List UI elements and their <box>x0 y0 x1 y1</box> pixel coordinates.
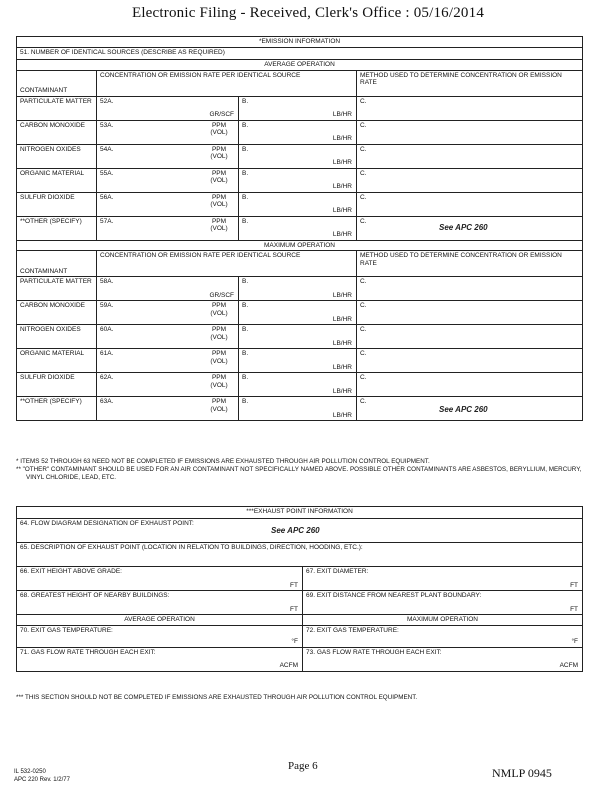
rate-field[interactable]: B. LB/HR <box>239 120 357 144</box>
q68-field[interactable]: 68. GREATEST HEIGHT OF NEARBY BUILDINGS: FT <box>17 591 303 615</box>
conc-field[interactable]: 60A. PPM (VOL) <box>97 325 239 349</box>
max-row-carbon-monoxide <box>17 301 583 325</box>
conc-header: CONCENTRATION OR EMISSION RATE PER IDENTICAL SOURCE <box>97 251 357 277</box>
method-field[interactable]: C. <box>357 120 583 144</box>
contaminant-name: NITROGEN OXIDES <box>17 144 97 168</box>
contaminant-name: SULFUR DIOXIDE <box>17 192 97 216</box>
see-apc-note: See APC 260 <box>439 405 488 414</box>
method-field[interactable]: C. <box>357 349 583 373</box>
method-field[interactable]: C. <box>357 192 583 216</box>
average-operation-header: AVERAGE OPERATION <box>17 615 303 626</box>
q72-field[interactable]: 72. EXIT GAS TEMPERATURE: °F <box>303 625 583 647</box>
method-field[interactable]: C. See APC 260 <box>357 216 583 240</box>
conc-field[interactable]: 52A. GR/SCF <box>97 96 239 120</box>
conc-field[interactable]: 63A. PPM (VOL) <box>97 397 239 421</box>
contaminant-header: CONTAMINANT <box>17 251 97 277</box>
rate-field[interactable]: B. LB/HR <box>239 325 357 349</box>
exhaust-title: ***EXHAUST POINT INFORMATION <box>17 507 583 519</box>
conc-field[interactable]: 56A. PPM (VOL) <box>97 192 239 216</box>
avg-row-carbon-monoxide <box>17 120 583 144</box>
method-field[interactable]: C. <box>357 325 583 349</box>
rate-field[interactable]: B. LB/HR <box>239 144 357 168</box>
method-header: METHOD USED TO DETERMINE CONCENTRATION OR EMISSION RATE <box>357 251 583 277</box>
method-field[interactable]: C. <box>357 96 583 120</box>
maximum-title: MAXIMUM OPERATION <box>17 240 583 251</box>
conc-field[interactable]: 59A. PPM (VOL) <box>97 301 239 325</box>
maximum-operation-header: MAXIMUM OPERATION <box>303 615 583 626</box>
form-revision: APC 220 Rev. 1/2/77 <box>14 777 70 783</box>
contaminant-name: **OTHER (SPECIFY) <box>17 216 97 240</box>
note-other-contaminant: ** "OTHER" CONTAMINANT SHOULD BE USED FOR AN AIR CONTAMINANT NOT SPECIFICALLY NAMED ABOVE. POSSIBLE OTHER CONTAMINANTS ARE ASBESTOS, BERYLLIUM, MERCURY, VINYL CHLORIDE, LEAD, ETC. <box>16 466 582 481</box>
exhaust-footnote: *** THIS SECTION SHOULD NOT BE COMPLETED IF EMISSIONS ARE EXHAUSTED THROUGH AIR POLLUTION CONTROL EQUIPMENT. <box>16 694 418 701</box>
contaminant-name: NITROGEN OXIDES <box>17 325 97 349</box>
conc-field[interactable]: 57A. PPM (VOL) <box>97 216 239 240</box>
q71-field[interactable]: 71. GAS FLOW RATE THROUGH EACH EXIT: ACFM <box>17 647 303 671</box>
conc-field[interactable]: 54A. PPM (VOL) <box>97 144 239 168</box>
contaminant-header: CONTAMINANT <box>17 70 97 96</box>
contaminant-name: **OTHER (SPECIFY) <box>17 397 97 421</box>
contaminant-name: SULFUR DIOXIDE <box>17 373 97 397</box>
contaminant-name: ORGANIC MATERIAL <box>17 349 97 373</box>
conc-field[interactable]: 58A. GR/SCF <box>97 277 239 301</box>
method-field[interactable]: C. <box>357 301 583 325</box>
avg-row-other <box>17 216 583 240</box>
avg-row-organic-material <box>17 168 583 192</box>
q64-field[interactable]: 64. FLOW DIAGRAM DESIGNATION OF EXHAUST POINT: See APC 260 <box>17 519 583 543</box>
method-field[interactable]: C. <box>357 144 583 168</box>
q66-field[interactable]: 66. EXIT HEIGHT ABOVE GRADE: FT <box>17 567 303 591</box>
max-row-organic-material <box>17 349 583 373</box>
contaminant-name: ORGANIC MATERIAL <box>17 168 97 192</box>
q65-field[interactable]: 65. DESCRIPTION OF EXHAUST POINT (LOCATION IN RELATION TO BUILDINGS, DIRECTION, HOODING, ETC.): <box>17 543 583 567</box>
form-id: IL 532-0250 <box>14 769 46 775</box>
page-number: Page 6 <box>288 760 318 772</box>
rate-field[interactable]: B. LB/HR <box>239 168 357 192</box>
q70-field[interactable]: 70. EXIT GAS TEMPERATURE: °F <box>17 625 303 647</box>
emission-title: *EMISSION INFORMATION <box>17 37 583 48</box>
rate-field[interactable]: B. LB/HR <box>239 277 357 301</box>
rate-field[interactable]: B. LB/HR <box>239 397 357 421</box>
q69-field[interactable]: 69. EXIT DISTANCE FROM NEAREST PLANT BOUNDARY: FT <box>303 591 583 615</box>
avg-row-particulate <box>17 96 583 120</box>
q67-field[interactable]: 67. EXIT DIAMETER: FT <box>303 567 583 591</box>
rate-field[interactable]: B. LB/HR <box>239 349 357 373</box>
contaminant-name: CARBON MONOXIDE <box>17 301 97 325</box>
conc-field[interactable]: 55A. PPM (VOL) <box>97 168 239 192</box>
contaminant-name: PARTICULATE MATTER <box>17 277 97 301</box>
contaminant-name: PARTICULATE MATTER <box>17 96 97 120</box>
filing-header: Electronic Filing - Received, Clerk's Office : 05/16/2014 <box>131 5 485 21</box>
max-row-sulfur-dioxide <box>17 373 583 397</box>
max-row-other <box>17 397 583 421</box>
bates-number: NMLP 0945 <box>492 766 552 780</box>
rate-field[interactable]: B. LB/HR <box>239 192 357 216</box>
max-row-nitrogen-oxides <box>17 325 583 349</box>
conc-field[interactable]: 62A. PPM (VOL) <box>97 373 239 397</box>
rate-field[interactable]: B. LB/HR <box>239 96 357 120</box>
method-field[interactable]: C. <box>357 168 583 192</box>
conc-field[interactable]: 53A. PPM (VOL) <box>97 120 239 144</box>
method-field[interactable]: C. <box>357 277 583 301</box>
exhaust-table <box>16 506 583 672</box>
conc-field[interactable]: 61A. PPM (VOL) <box>97 349 239 373</box>
emission-table <box>16 36 583 421</box>
average-title: AVERAGE OPERATION <box>17 60 583 71</box>
rate-field[interactable]: B. LB/HR <box>239 216 357 240</box>
max-row-particulate <box>17 277 583 301</box>
q51-field[interactable]: 51. NUMBER OF IDENTICAL SOURCES (DESCRIBE AS REQUIRED) <box>17 48 583 60</box>
method-field[interactable]: C. See APC 260 <box>357 397 583 421</box>
see-apc-note: See APC 260 <box>271 526 320 535</box>
avg-row-sulfur-dioxide <box>17 192 583 216</box>
contaminant-name: CARBON MONOXIDE <box>17 120 97 144</box>
method-header: METHOD USED TO DETERMINE CONCENTRATION OR EMISSION RATE <box>357 70 583 96</box>
rate-field[interactable]: B. LB/HR <box>239 373 357 397</box>
avg-row-nitrogen-oxides <box>17 144 583 168</box>
q73-field[interactable]: 73. GAS FLOW RATE THROUGH EACH EXIT: ACFM <box>303 647 583 671</box>
rate-field[interactable]: B. LB/HR <box>239 301 357 325</box>
method-field[interactable]: C. <box>357 373 583 397</box>
see-apc-note: See APC 260 <box>439 222 488 232</box>
conc-header: CONCENTRATION OR EMISSION RATE PER IDENTICAL SOURCE <box>97 70 357 96</box>
note-items-52-63: * ITEMS 52 THROUGH 63 NEED NOT BE COMPLETED IF EMISSIONS ARE EXHAUSTED THROUGH AIR POLLUTION CONTROL EQUIPMENT. <box>16 458 430 465</box>
